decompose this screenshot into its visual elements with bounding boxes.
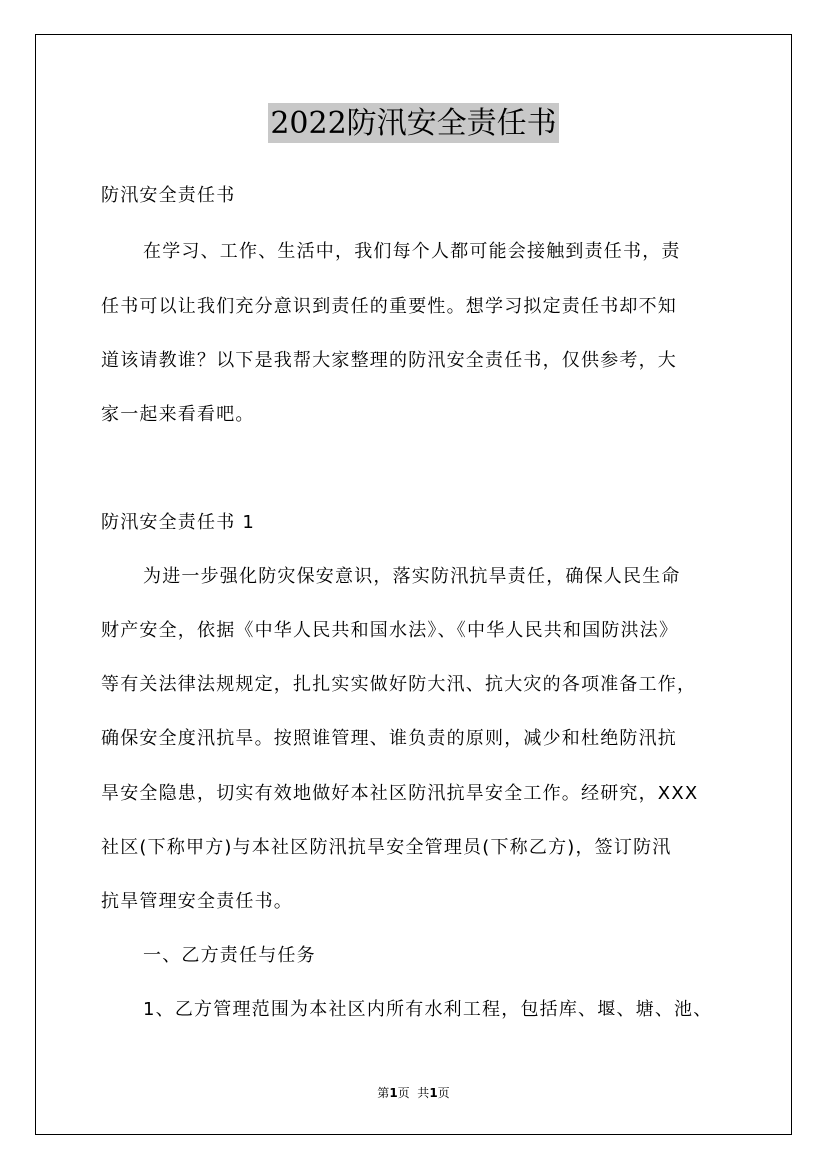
- body-line-5: 旱安全隐患，切实有效地做好本社区防汛抗旱安全工作。经研究，XXX: [101, 783, 699, 804]
- item-line-1: 1、乙方管理范围为本社区内所有水利工程，包括库、堰、塘、池、: [143, 999, 713, 1020]
- page-footer: [0, 1084, 827, 1101]
- body-line-7: 抗旱管理安全责任书。: [101, 891, 293, 912]
- intro-line-2: 任书可以让我们充分意识到责任的重要性。想学习拟定责任书却不知: [101, 296, 677, 317]
- body-line-2: 财产安全，依据《中华人民共和国水法》、《中华人民共和国防洪法》: [101, 620, 679, 641]
- body-line-6: 社区(下称甲方)与本社区防汛抗旱安全管理员(下称乙方)，签订防汛: [101, 837, 672, 858]
- section-heading: 一、乙方责任与任务: [143, 945, 316, 966]
- intro-line-4: 家一起来看看吧。: [101, 404, 255, 425]
- footer-suffix: 页: [437, 1086, 450, 1100]
- footer-mid: 页 共: [397, 1086, 430, 1100]
- heading-2: 防汛安全责任书 1: [101, 512, 255, 533]
- footer-prefix: 第: [377, 1086, 390, 1100]
- heading-1: 防汛安全责任书: [101, 185, 236, 206]
- document-title: 2022防汛安全责任书: [268, 103, 558, 143]
- intro-line-1: 在学习、工作、生活中，我们每个人都可能会接触到责任书，责: [143, 241, 681, 262]
- footer-page-number: 1: [389, 1086, 398, 1100]
- intro-line-3: 道该请教谁？以下是我帮大家整理的防汛安全责任书，仅供参考，大: [101, 350, 677, 371]
- body-line-3: 等有关法律法规规定，扎扎实实做好防大汛、抗大灾的各项准备工作，: [101, 674, 697, 695]
- footer-page-total: 1: [429, 1086, 438, 1100]
- body-line-4: 确保安全度汛抗旱。按照谁管理、谁负责的原则，减少和杜绝防汛抗: [101, 728, 677, 749]
- body-line-1: 为进一步强化防灾保安意识，落实防汛抗旱责任，确保人民生命: [143, 566, 681, 587]
- title-container: [0, 103, 827, 143]
